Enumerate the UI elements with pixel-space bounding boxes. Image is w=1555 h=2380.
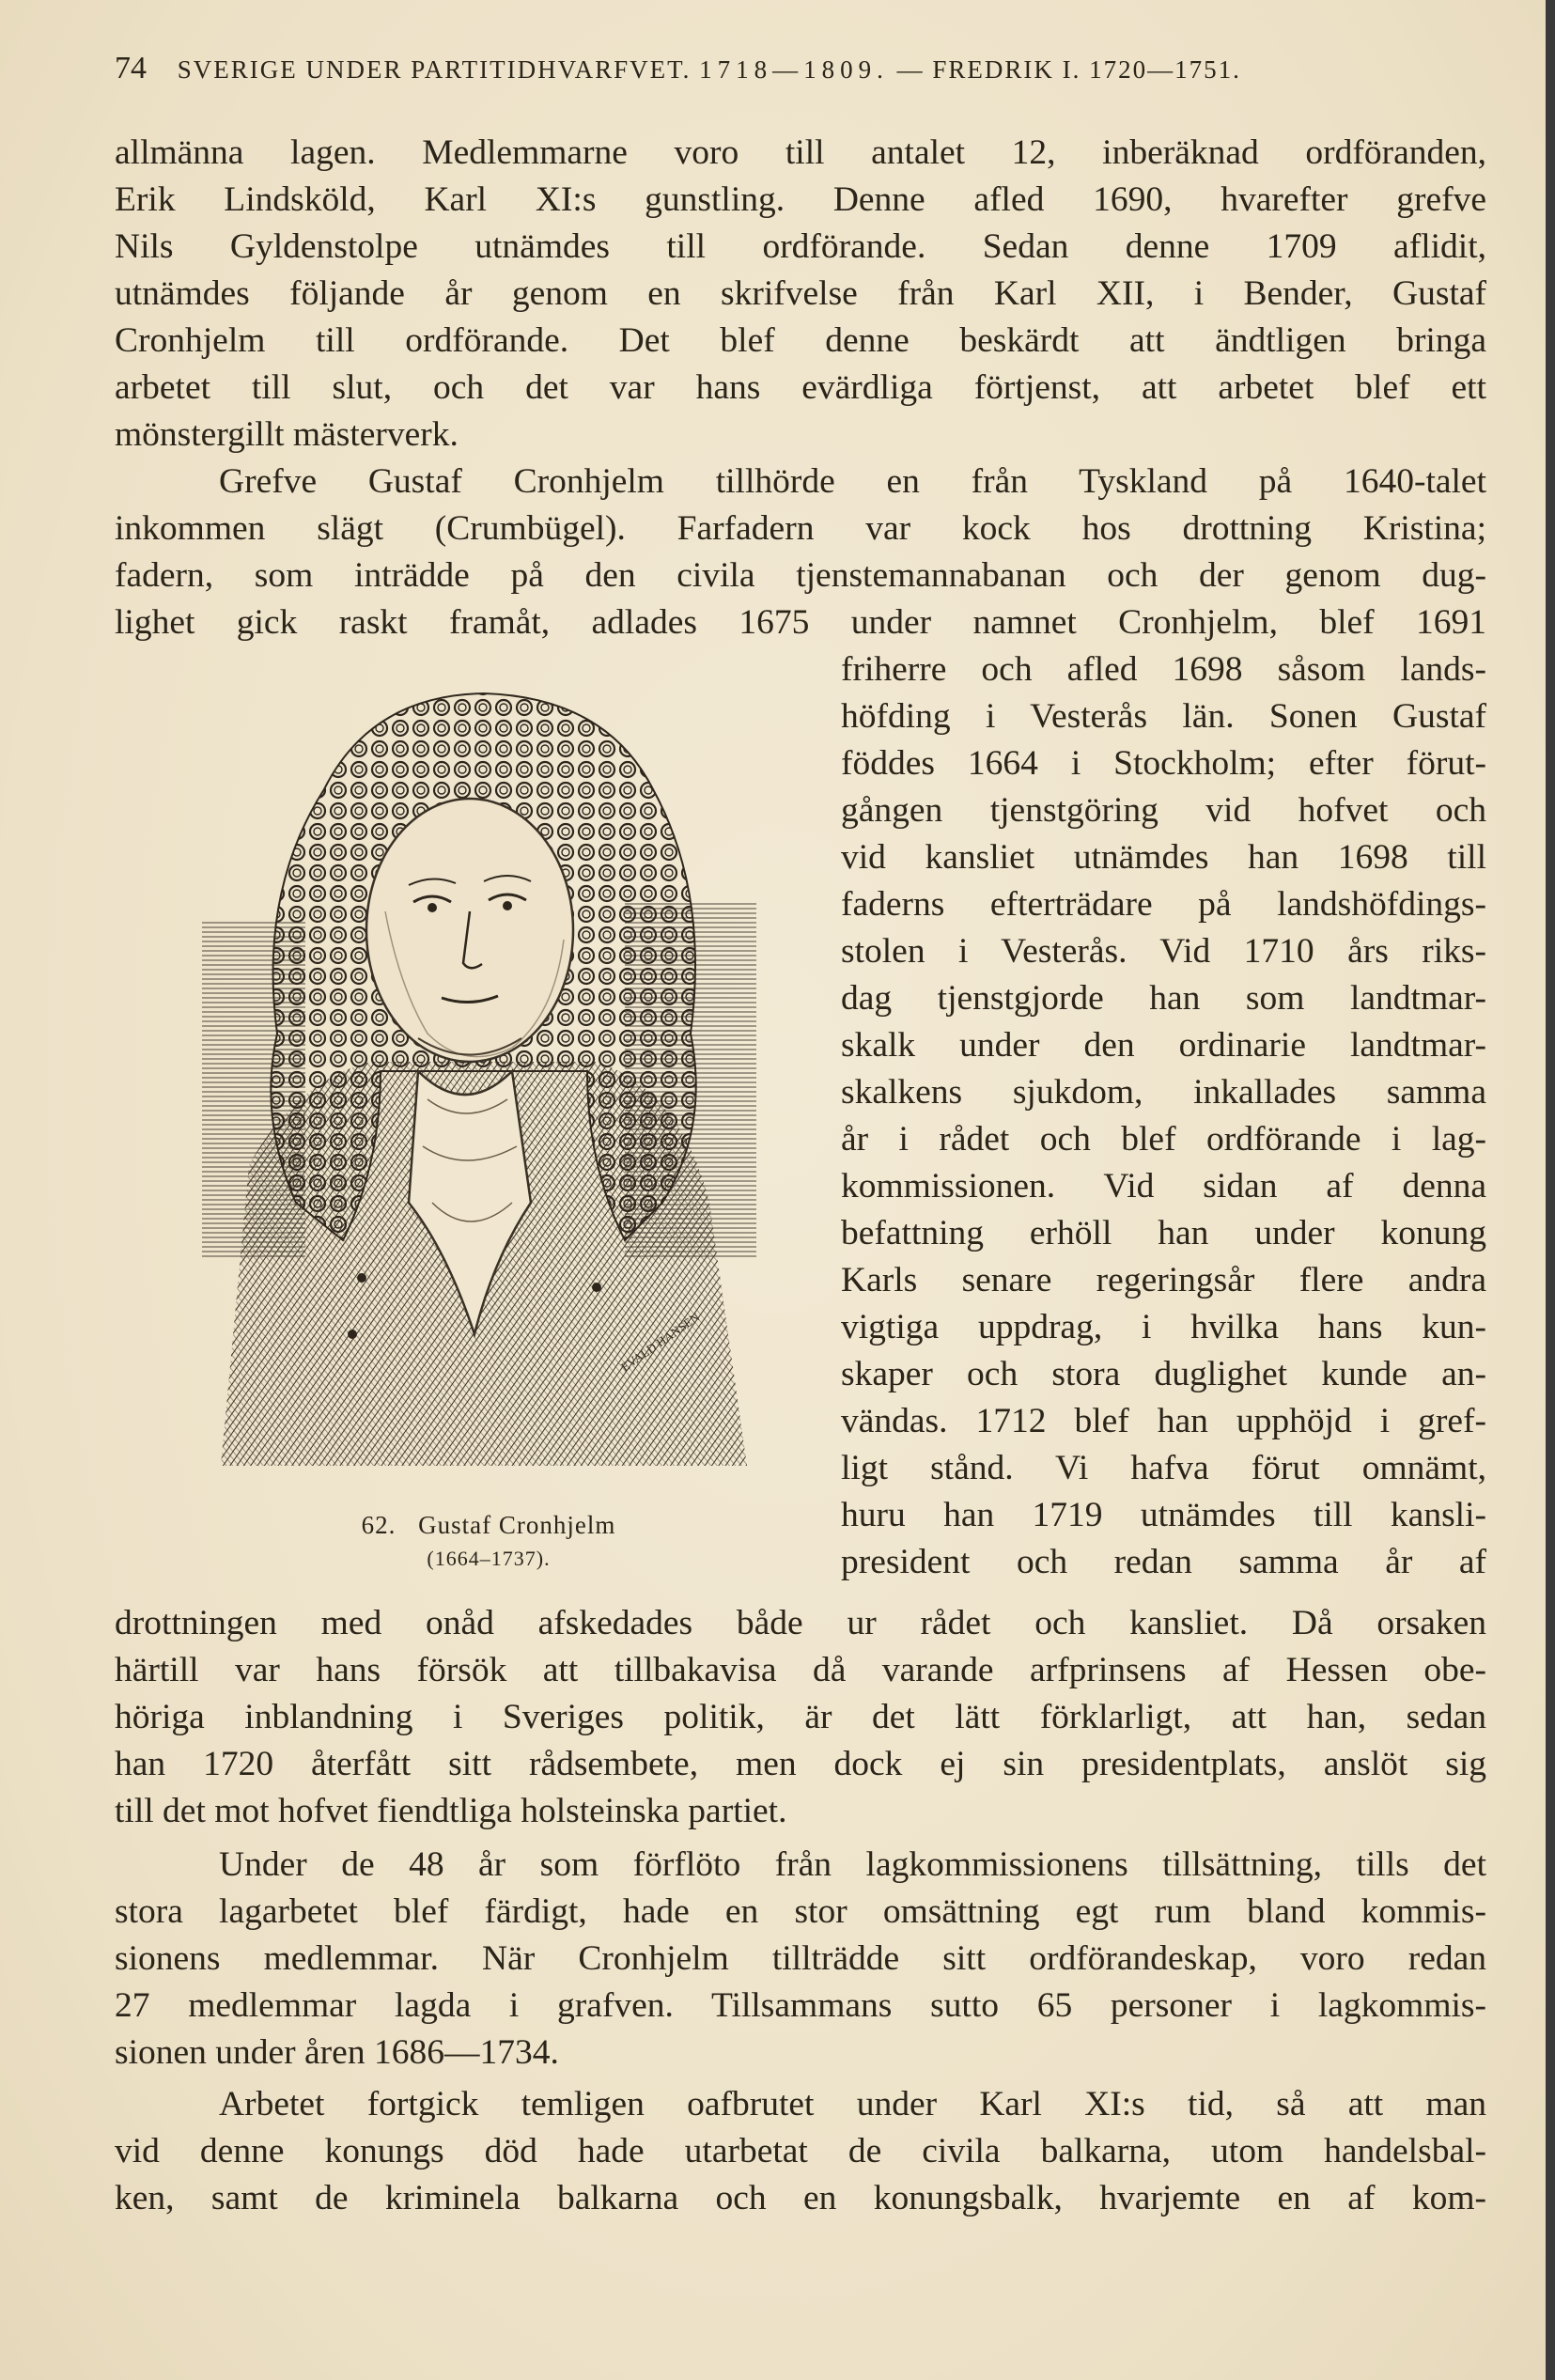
text-line: Karls senare regeringsår flere andra	[841, 1261, 1486, 1299]
engraver-signature: EVALD HANSEN	[618, 1309, 703, 1375]
figure-number: 62.	[361, 1511, 397, 1539]
header-section: — FREDRIK I. 1720—1751.	[896, 55, 1241, 84]
text-line: skalk under den ordinarie landtmar-	[841, 1026, 1486, 1065]
text-line: huru han 1719 utnämdes till kansli-	[841, 1496, 1486, 1534]
text-line: mönstergillt mästerverk.	[115, 415, 459, 454]
page-number: 74	[115, 51, 147, 86]
text-line: gången tjenstgöring vid hofvet och	[841, 791, 1486, 830]
text-line: ligt stånd. Vi hafva förut omnämt,	[841, 1449, 1486, 1487]
text-line: han 1720 återfått sitt rådsembete, men dock ej sin presidentplats, anslöt sig	[115, 1745, 1486, 1783]
text-line: drottningen med onåd afskedades både ur rådet och kansliet. Då orsaken	[115, 1604, 1486, 1642]
text-line: stolen i Vesterås. Vid 1710 års riks-	[841, 932, 1486, 971]
portrait-engraving	[183, 677, 785, 1485]
text-line: Nils Gyldenstolpe utnämdes till ordförande. Sedan denne 1709 aflidit,	[115, 227, 1486, 266]
text-line: Erik Lindsköld, Karl XI:s gunstling. Denne afled 1690, hvarefter grefve	[115, 180, 1486, 219]
header-years: 1718—1809.	[699, 55, 889, 84]
text-line: fadern, som inträdde på den civila tjenstemannabanan och der genom dug-	[115, 556, 1486, 595]
text-line: friherre och afled 1698 såsom lands-	[841, 650, 1486, 689]
figure-caption	[310, 1508, 667, 1576]
figure-dates: (1664–1737).	[427, 1547, 551, 1570]
text-line: sionen under åren 1686—1734.	[115, 2033, 559, 2072]
text-line: skalkens sjukdom, inkallades samma	[841, 1073, 1486, 1112]
page-edge	[1546, 0, 1555, 2380]
text-line: ken, samt de kriminela balkarna och en konungsbalk, hvarjemte en af kom-	[115, 2179, 1486, 2217]
text-line: Grefve Gustaf Cronhjelm tillhörde en från Tyskland på 1640-talet	[219, 462, 1486, 501]
header-title: SVERIGE UNDER PARTITIDHVARFVET.	[177, 55, 692, 84]
text-line: faderns efterträdare på landshöfdings-	[841, 885, 1486, 924]
text-line: allmänna lagen. Medlemmarne voro till antalet 12, inberäknad ordföranden,	[115, 133, 1486, 172]
text-line: vändas. 1712 blef han upphöjd i gref-	[841, 1402, 1486, 1440]
text-line: år i rådet och blef ordförande i lag-	[841, 1120, 1486, 1159]
text-line: Arbetet fortgick temligen oafbrutet under Karl XI:s tid, så att man	[219, 2085, 1486, 2123]
text-line: arbetet till slut, och det var hans evärdliga förtjenst, att arbetet blef ett	[115, 368, 1486, 407]
text-line: Under de 48 år som förflöto från lagkommissionens tillsättning, tills det	[219, 1845, 1486, 1884]
text-line: befattning erhöll han under konung	[841, 1214, 1486, 1252]
text-line: skaper och stora duglighet kunde an-	[841, 1355, 1486, 1393]
text-line: höriga inblandning i Sveriges politik, är det lätt förklarligt, att han, sedan	[115, 1698, 1486, 1736]
figure-name: Gustaf Cronhjelm	[418, 1511, 616, 1539]
text-line: stora lagarbetet blef färdigt, hade en stor omsättning egt rum bland kommis-	[115, 1892, 1486, 1931]
text-line: sionens medlemmar. När Cronhjelm tillträdde sitt ordförandeskap, voro redan	[115, 1939, 1486, 1978]
text-line: lighet gick raskt framåt, adlades 1675 under namnet Cronhjelm, blef 1691	[115, 603, 1486, 642]
text-line: 27 medlemmar lagda i grafven. Tillsammans sutto 65 personer i lagkommis-	[115, 1986, 1486, 2025]
text-line: Cronhjelm till ordförande. Det blef denne beskärdt att ändtligen bringa	[115, 321, 1486, 360]
text-line: kommissionen. Vid sidan af denna	[841, 1167, 1486, 1206]
text-line: höfding i Vesterås län. Sonen Gustaf	[841, 697, 1486, 736]
text-line: inkommen slägt (Crumbügel). Farfadern var kock hos drottning Kristina;	[115, 509, 1486, 548]
text-line: president och redan samma år af	[841, 1543, 1486, 1581]
text-line: utnämdes följande år genom en skrifvelse från Karl XII, i Bender, Gustaf	[115, 274, 1486, 313]
text-line: vid kansliet utnämdes han 1698 till	[841, 838, 1486, 877]
text-line: härtill var hans försök att tillbakavisa då varande arfprinsens af Hessen obe-	[115, 1651, 1486, 1689]
text-line: vigtiga uppdrag, i hvilka hans kun-	[841, 1308, 1486, 1346]
text-line: till det mot hofvet fiendtliga holsteinska partiet.	[115, 1792, 787, 1830]
text-line: vid denne konungs död hade utarbetat de civila balkarna, utom handelsbal-	[115, 2132, 1486, 2170]
text-line: föddes 1664 i Stockholm; efter förut-	[841, 744, 1486, 783]
running-header	[115, 51, 1486, 88]
text-line: dag tjenstgjorde han som landtmar-	[841, 979, 1486, 1018]
